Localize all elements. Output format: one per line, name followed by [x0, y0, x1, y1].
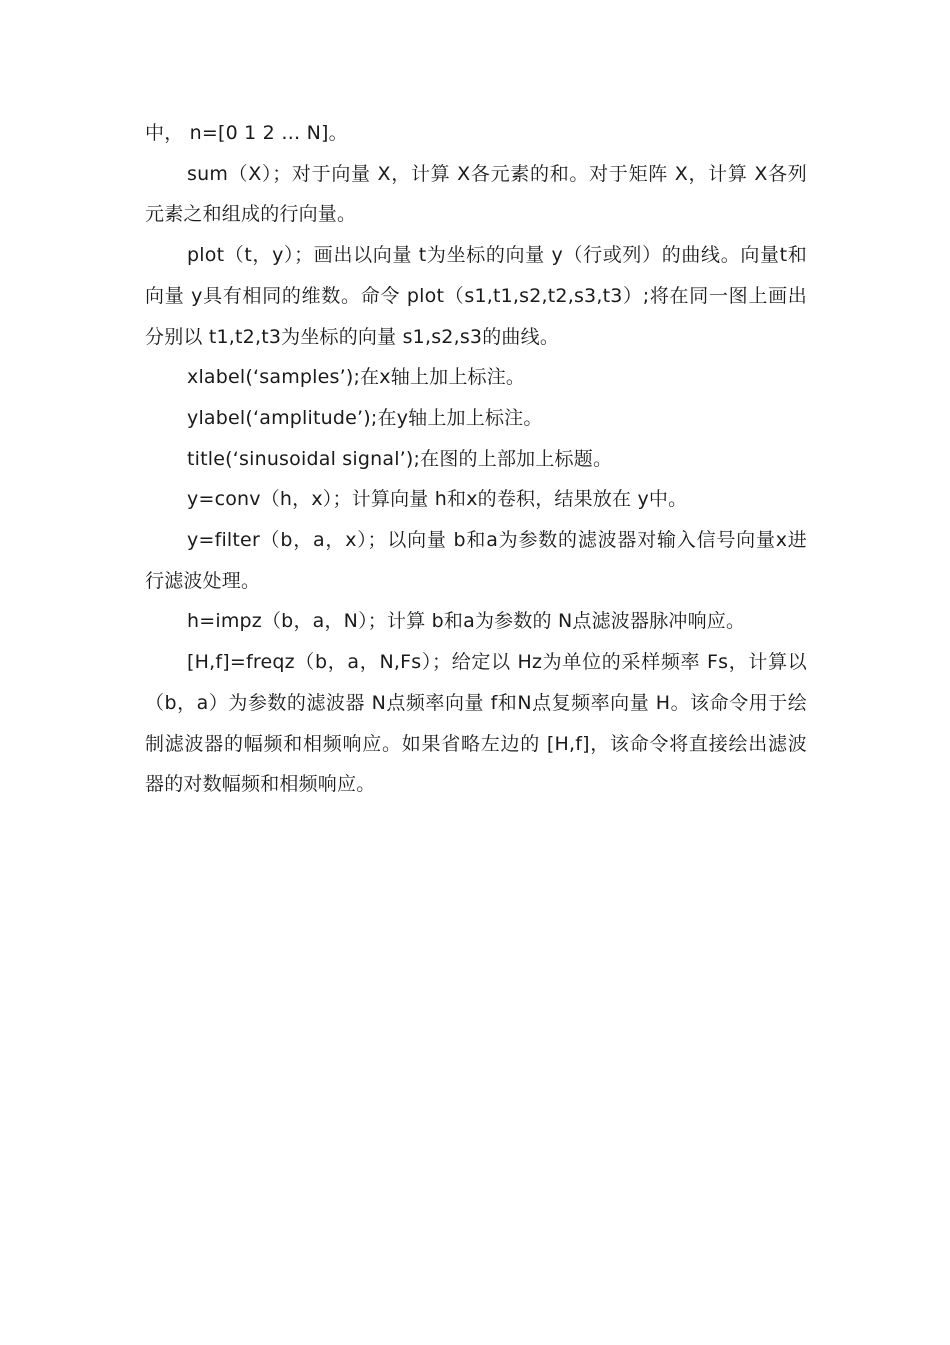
paragraph-title: title(‘sinusoidal signal’);在图的上部加上标题。 — [187, 447, 613, 470]
paragraph-xlabel: xlabel(‘samples’);在x轴上加上标注。 — [187, 366, 526, 389]
paragraph-conv: y=conv（h，x）；计算向量 h和x的卷积，结果放在 y中。 — [187, 488, 688, 511]
paragraph-sum: sum（X）；对于向量 X，计算 X各元素的和。对于矩阵 X，计算 X各列元素之和组成的行向量。 — [145, 162, 807, 226]
paragraph-filter: y=filter（b，a，x）；以向量 b和a为参数的滤波器对输入信号向量x进行滤波处理。 — [145, 529, 807, 592]
paragraph-impz: h=impz（b，a，N）；计算 b和a为参数的 N点滤波器脉冲响应。 — [187, 610, 746, 633]
document-body — [145, 113, 807, 805]
paragraph-plot: plot（t，y）；画出以向量 t为坐标的向量 y（行或列）的曲线。向量t和向量 y具有相同的维数。命令 plot（s1,t1,s2,t2,s3,t3）;将在同一图上画出分别以 t1,t2,t3为坐标的向量 s1,s2,s3的曲线。 — [145, 244, 807, 348]
paragraph-ylabel: ylabel(‘amplitude’);在y轴上加上标注。 — [187, 406, 543, 429]
paragraph-freqz: [H,f]=freqz（b，a，N,Fs）；给定以 Hz为单位的采样频率 Fs，计算以（b，a）为参数的滤波器 N点频率向量 f和N点复频率向量 H。该命令用于绘制滤波器的幅频和相频响应。如果省略左边的 [H,f]，该命令将直接绘出滤波器的对数幅频和相频响应。 — [145, 651, 807, 796]
paragraph-continuation: 中， n=[0 1 2 … N]。 — [145, 122, 348, 144]
